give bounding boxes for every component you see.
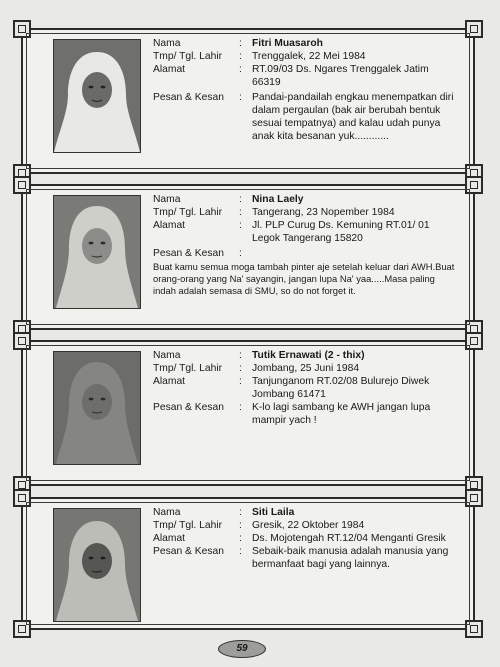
label-address: Alamat: [153, 376, 186, 387]
label-message: Pesan & Kesan: [153, 402, 224, 413]
address-value: Ds. Mojotengah RT.12/04 Menganti Gresik: [252, 533, 446, 544]
message-value: Sebaik-baik manusia adalah manusia yang bermanfaat bagi yang lainnya.: [252, 546, 449, 570]
address-value: RT.09/03 Ds. Ngares Trenggalek Jatim 66319: [252, 64, 429, 88]
corner-ornament: [13, 489, 31, 507]
profile-card-1: [21, 28, 475, 174]
birth-value: Trenggalek, 22 Mei 1984: [252, 51, 366, 62]
address-value: Tanjunganom RT.02/08 Bulurejo Diwek Jombang 61471: [252, 376, 430, 400]
message-value: K-lo lagi sambang ke AWH jangan lupa mampir yach !: [252, 402, 431, 426]
label-birth: Tmp/ Tgl. Lahir: [153, 520, 223, 531]
profile-info: Nama : Siti Laila Tmp/ Tgl. Lahir : Gresik, 22 Oktober 1984 Alamat : Ds. Mojotengah RT.12/04 Menganti Gresik Pesan & Kesan : Sebaik-baik manusia adalah manusia yang bermanfaat bagi yang lainnya.: [153, 506, 459, 571]
corner-ornament: [465, 332, 483, 350]
message-value: Pandai-pandailah engkau menempatkan diri dalam pergaulan (bak air berubah bentuk sesuai tempatnya) and kalau udah punya anak kita besanan yuk............: [252, 92, 454, 142]
profile-photo: [53, 195, 141, 309]
corner-ornament: [13, 620, 31, 638]
label-message: Pesan & Kesan: [153, 248, 224, 259]
birth-value: Gresik, 22 Oktober 1984: [252, 520, 365, 531]
label-address: Alamat: [153, 64, 186, 75]
label-birth: Tmp/ Tgl. Lahir: [153, 51, 223, 62]
label-address: Alamat: [153, 533, 186, 544]
corner-ornament: [465, 620, 483, 638]
label-birth: Tmp/ Tgl. Lahir: [153, 363, 223, 374]
label-name: Nama: [153, 350, 181, 361]
corner-ornament: [13, 332, 31, 350]
name-value: Siti Laila: [252, 507, 295, 518]
profile-card-4: [21, 497, 475, 630]
message-value: Buat kamu semua moga tambah pinter aje setelah keluar dari AWH.Buat orang-orang yang Na' sayangin, jangan lupa Na' yaa.....Masa paling indah adalah semasa di SMU, so do not forget it.: [153, 261, 455, 297]
label-name: Nama: [153, 38, 181, 49]
profile-info: Nama : Fitri Muasaroh Tmp/ Tgl. Lahir : Trenggalek, 22 Mei 1984 Alamat : RT.09/03 Ds. Ngares Trenggalek Jatim 66319 Pesan & Kesan : Pandai-pandailah engkau menempatkan diri dalam pergaulan (bak air berubah bentuk sesuai tempatnya) and kalau udah punya anak kita besanan yuk............: [153, 37, 459, 143]
profile-photo: [53, 39, 141, 153]
corner-ornament: [465, 20, 483, 38]
label-message: Pesan & Kesan: [153, 92, 224, 103]
profile-card-2: [21, 184, 475, 330]
label-name: Nama: [153, 194, 181, 205]
label-name: Nama: [153, 507, 181, 518]
corner-ornament: [13, 176, 31, 194]
name-value: Fitri Muasaroh: [252, 38, 323, 49]
name-value: Tutik Ernawati (2 - thix): [252, 350, 365, 361]
corner-ornament: [465, 489, 483, 507]
profile-photo: [53, 508, 141, 622]
label-address: Alamat: [153, 220, 186, 231]
address-value: Jl. PLP Curug Ds. Kemuning RT.01/ 01 Legok Tangerang 15820: [252, 220, 430, 244]
profile-card-3: [21, 340, 475, 486]
birth-value: Tangerang, 23 Nopember 1984: [252, 207, 395, 218]
profile-info: Nama : Nina Laely Tmp/ Tgl. Lahir : Tangerang, 23 Nopember 1984 Alamat : Jl. PLP Curug Ds. Kemuning RT.01/ 01 Legok Tangerang 15820 Pesan & Kesan : Buat kamu semua moga tambah pinter aje setelah keluar dari AWH.Buat orang-orang yang Na' sayangin, jangan lupa Na' yaa.....Masa paling indah adalah semasa di SMU, so do not forget it.: [153, 193, 459, 298]
profile-photo: [53, 351, 141, 465]
name-value: Nina Laely: [252, 194, 304, 205]
profile-info: Nama : Tutik Ernawati (2 - thix) Tmp/ Tgl. Lahir : Jombang, 25 Juni 1984 Alamat : Tanjunganom RT.02/08 Bulurejo Diwek Jombang 61471 Pesan & Kesan : K-lo lagi sambang ke AWH jangan lupa mampir yach !: [153, 349, 459, 427]
birth-value: Jombang, 25 Juni 1984: [252, 363, 360, 374]
label-birth: Tmp/ Tgl. Lahir: [153, 207, 223, 218]
corner-ornament: [465, 176, 483, 194]
label-message: Pesan & Kesan: [153, 546, 224, 557]
page-number: 59: [218, 640, 266, 658]
corner-ornament: [13, 20, 31, 38]
